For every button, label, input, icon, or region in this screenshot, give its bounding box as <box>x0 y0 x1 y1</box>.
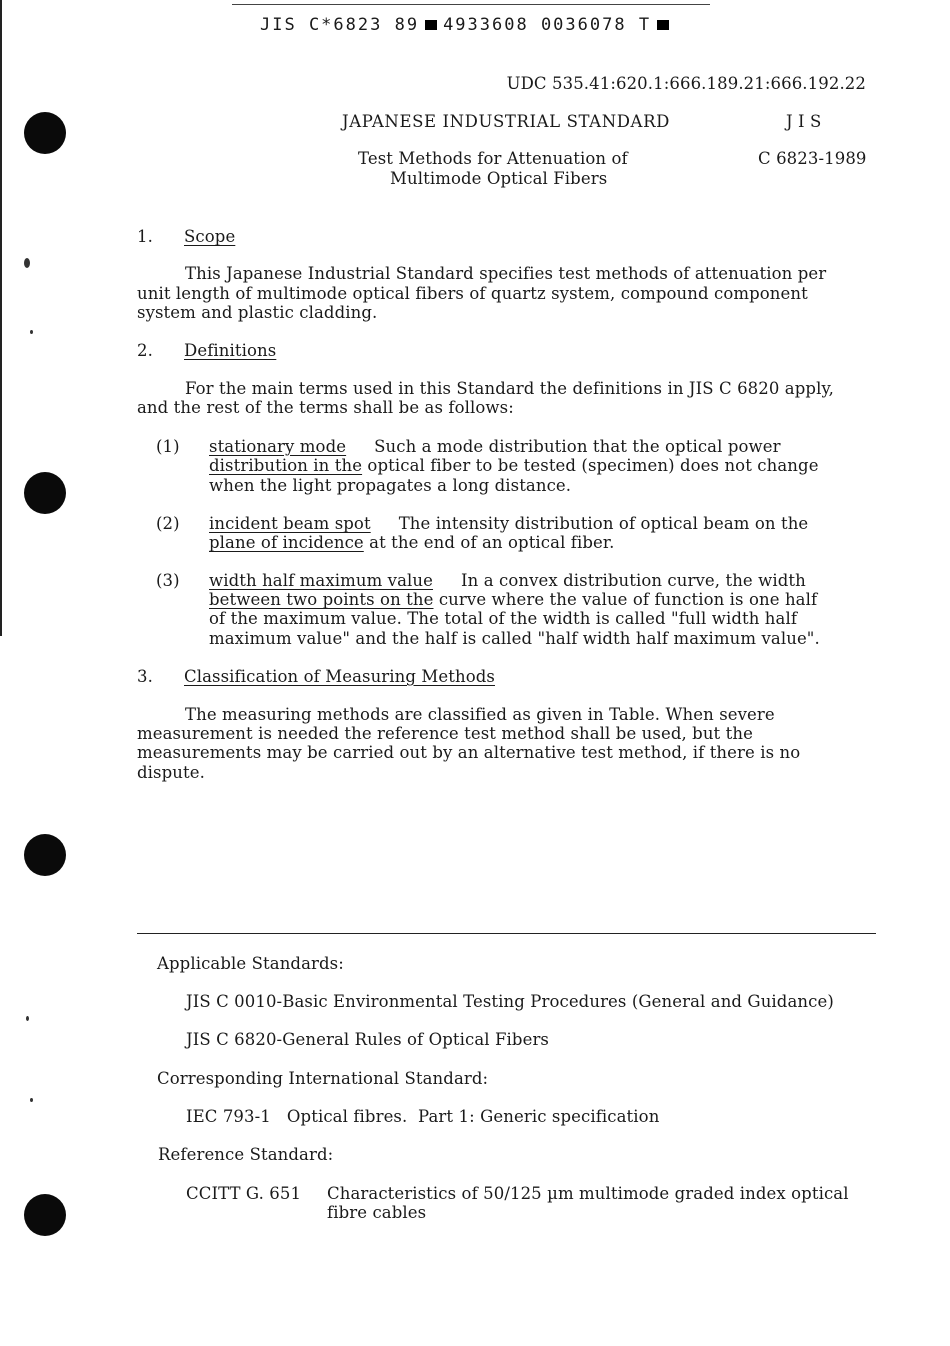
section-3-line: dispute. <box>137 763 205 782</box>
section-3-number: 3. <box>137 667 153 686</box>
reference-standard-title: Characteristics of 50/125 µm multimode graded index optical <box>327 1184 849 1203</box>
punch-hole-4 <box>24 1194 66 1236</box>
applicable-standard-item: JIS C 0010-Basic Environmental Testing Procedures (General and Guidance) <box>186 992 834 1011</box>
definition-3-number: (3) <box>156 571 180 590</box>
redaction-block <box>657 20 669 30</box>
scan-top-rule <box>232 4 710 5</box>
reference-standard-code: CCITT G. 651 <box>186 1184 302 1203</box>
header-code-part1: JIS C*6823 89 <box>260 15 420 35</box>
section-2-heading: Definitions <box>184 341 277 360</box>
definition-1-line1 <box>209 437 781 457</box>
applicable-standards-label: Applicable Standards: <box>157 954 344 973</box>
definition-1-term: stationary mode <box>209 437 347 456</box>
section-1-line: unit length of multimode optical fibers of quartz system, compound component <box>137 284 808 303</box>
scan-speck <box>26 1016 29 1021</box>
definition-3-term-cont: between two points on the <box>209 590 434 609</box>
definition-1-line2 <box>209 456 819 476</box>
definition-3-text: In a convex distribution curve, the width <box>461 571 806 590</box>
title-line1: Test Methods for Attenuation of <box>358 149 628 168</box>
section-1-line: system and plastic cladding. <box>137 303 378 322</box>
applicable-standard-item: JIS C 6820-General Rules of Optical Fibers <box>186 1030 549 1049</box>
section-2-number: 2. <box>137 341 153 360</box>
header-code-part2: 4933608 0036078 T <box>443 15 652 35</box>
scan-speck <box>24 258 30 268</box>
scan-speck <box>30 330 33 334</box>
definition-1-text: Such a mode distribution that the optical power <box>374 437 781 456</box>
standard-number: C 6823-1989 <box>758 149 867 168</box>
definition-2-text: The intensity distribution of optical beam on the <box>398 514 809 533</box>
section-3-line: measurements may be carried out by an alternative test method, if there is no <box>137 743 801 762</box>
section-2-line: For the main terms used in this Standard the definitions in JIS C 6820 apply, <box>185 379 835 398</box>
reference-standard-label: Reference Standard: <box>158 1145 334 1164</box>
title-line2: Multimode Optical Fibers <box>390 169 608 188</box>
scan-left-border <box>0 0 2 636</box>
definition-1-term-cont: distribution in the <box>209 456 363 475</box>
section-3-heading: Classification of Measuring Methods <box>184 667 495 686</box>
section-2-line: and the rest of the terms shall be as follows: <box>137 398 514 417</box>
jis-label: J I S <box>786 112 822 131</box>
punch-hole-3 <box>24 834 66 876</box>
section-1-number: 1. <box>137 227 153 246</box>
punch-hole-2 <box>24 472 66 514</box>
section-3-line: measurement is needed the reference test method shall be used, but the <box>137 724 753 743</box>
definition-2-number: (2) <box>156 514 180 533</box>
scan-speck <box>30 1098 33 1102</box>
header-code <box>260 15 675 35</box>
definition-2-line1 <box>209 514 808 534</box>
definition-1-line3: when the light propagates a long distance. <box>209 476 572 495</box>
definition-3-line4: maximum value" and the half is called "half width half maximum value". <box>209 629 820 648</box>
definition-2-text-cont: at the end of an optical fiber. <box>363 533 615 552</box>
section-3-line: The measuring methods are classified as given in Table. When severe <box>185 705 775 724</box>
definition-3-term: width half maximum value <box>209 571 434 590</box>
definition-2-term-cont: plane of incidence <box>209 533 364 552</box>
punch-hole-1 <box>24 112 66 154</box>
footnote-divider <box>137 933 876 934</box>
section-1-line: This Japanese Industrial Standard specifies test methods of attenuation per <box>185 264 827 283</box>
definition-3-line3: of the maximum value. The total of the width is called "full width half <box>209 609 798 628</box>
definition-3-text-cont: curve where the value of function is one half <box>433 590 818 609</box>
redaction-block <box>425 20 437 30</box>
udc-number: UDC 535.41:620.1:666.189.21:666.192.22 <box>506 74 866 93</box>
international-standard-item: IEC 793-1 Optical fibres. Part 1: Generic specification <box>186 1107 660 1126</box>
international-standard-label: Corresponding International Standard: <box>157 1069 489 1088</box>
org-name: JAPANESE INDUSTRIAL STANDARD <box>342 112 670 131</box>
definition-2-line2 <box>209 533 614 553</box>
reference-standard-title-cont: fibre cables <box>327 1203 427 1222</box>
definition-2-term: incident beam spot <box>209 514 371 533</box>
definition-3-line2 <box>209 590 817 610</box>
definition-1-text-cont: optical fiber to be tested (specimen) does not change <box>362 456 819 475</box>
definition-1-number: (1) <box>156 437 180 456</box>
definition-3-line1 <box>209 571 806 591</box>
section-1-heading: Scope <box>184 227 236 246</box>
